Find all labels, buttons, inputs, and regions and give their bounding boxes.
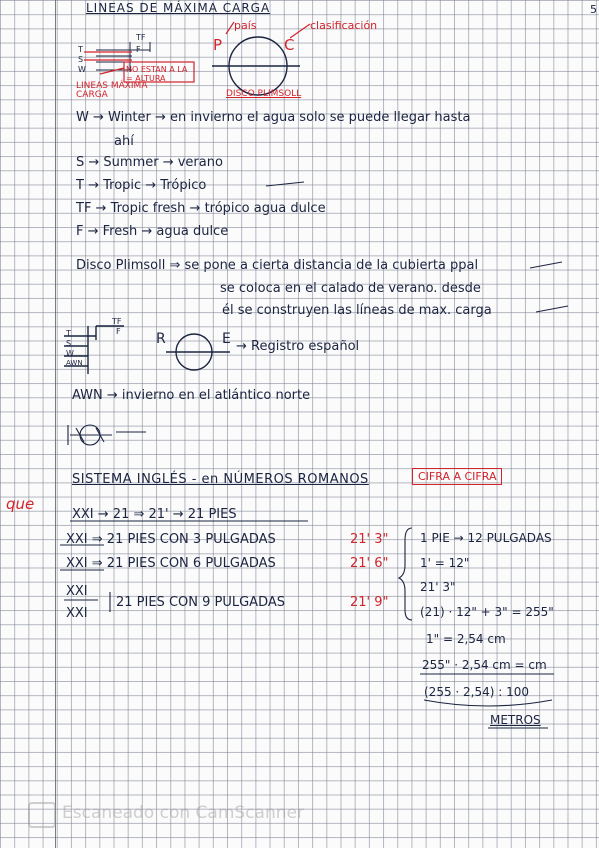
letter-e: E <box>222 331 231 347</box>
awn-definition: AWN → invierno en el atlántico norte <box>72 388 311 403</box>
label-s: S <box>78 55 84 64</box>
plimsoll-description: él se construyen las líneas de max. carga <box>222 303 492 318</box>
definition-line: TF → Tropic fresh → trópico agua dulce <box>76 201 326 216</box>
roman-row: XXI → 21 ⇒ 21' → 21 PIES <box>72 507 237 522</box>
load-line-label: LINEAS MÁXIMA CARGA <box>76 81 148 101</box>
margin-word: que <box>6 495 35 513</box>
roman-red-value: 21' 6" <box>350 556 389 571</box>
label-f: F <box>136 45 141 54</box>
cifra-a-cifra-box: CIFRA A CIFRA <box>412 468 502 485</box>
definition-line: T → Tropic → Trópico <box>76 178 207 193</box>
roman-row: XXI ⇒ 21 PIES CON 3 PULGADAS <box>66 532 276 547</box>
roman-stack: XXI <box>66 606 88 621</box>
registro-label: → Registro español <box>236 339 360 354</box>
definition-line: ahí <box>114 134 134 149</box>
calc-line: (255 · 2,54) : 100 <box>424 685 530 699</box>
page-title: LINEAS DE MÁXIMA CARGA <box>86 1 271 15</box>
camscanner-icon <box>28 802 56 828</box>
label-f-2: F <box>116 327 121 336</box>
label-tf-2: TF <box>112 317 122 326</box>
page-number: 5 <box>590 3 597 16</box>
red-sketch-marks <box>84 19 310 82</box>
plimsoll-description: se coloca en el calado de verano. desde <box>220 281 481 296</box>
label-t-2: T <box>66 329 71 338</box>
calc-line: (21) · 12" + 3" = 255" <box>420 605 554 619</box>
definition-line: S → Summer → verano <box>76 155 223 170</box>
roman-red-value: 21' 3" <box>350 532 389 547</box>
roman-row: 21 PIES CON 9 PULGADAS <box>116 595 286 610</box>
label-w-2: W <box>66 349 74 358</box>
load-line-note: NO ESTAN A LA = ALTURA <box>126 65 188 83</box>
roman-stack: XXI <box>66 584 88 599</box>
letter-c: C <box>284 36 295 54</box>
roman-row: XXI ⇒ 21 PIES CON 6 PULGADAS <box>66 556 276 571</box>
letter-p: P <box>213 36 223 54</box>
label-w: W <box>78 65 86 74</box>
definition-line: F → Fresh → agua dulce <box>76 224 229 239</box>
calc-line-metros: METROS <box>490 713 541 727</box>
definition-line: W → Winter → en invierno el agua solo se puede llegar hasta <box>76 110 471 125</box>
label-s-2: S <box>66 339 72 348</box>
plimsoll-description: Disco Plimsoll ⇒ se pone a cierta distancia de la cubierta ppal <box>76 258 479 273</box>
disco-label: DISCO PLIMSOLL <box>226 89 302 99</box>
pais-label: país <box>234 19 257 32</box>
awn-sketch <box>68 425 146 445</box>
sistema-ingles-title: SISTEMA INGLÉS - en NÚMEROS ROMANOS <box>72 472 369 487</box>
letter-r: R <box>156 331 166 347</box>
calc-line: 1' = 12" <box>420 556 470 570</box>
roman-red-value: 21' 9" <box>350 595 389 610</box>
calc-line: 1 PIE → 12 PULGADAS <box>420 531 552 545</box>
calc-line: 255" · 2,54 cm = cm <box>422 658 547 672</box>
clasificacion-label: clasificación <box>310 19 378 32</box>
plimsoll-disc-2 <box>64 326 230 374</box>
calc-line: 21' 3" <box>420 580 456 594</box>
label-awn-2: AWN <box>66 359 83 367</box>
calc-line: 1" = 2,54 cm <box>426 632 506 646</box>
label-t: T <box>78 45 83 54</box>
label-tf: TF <box>136 33 146 42</box>
watermark: Escaneado con CamScanner <box>62 803 304 823</box>
